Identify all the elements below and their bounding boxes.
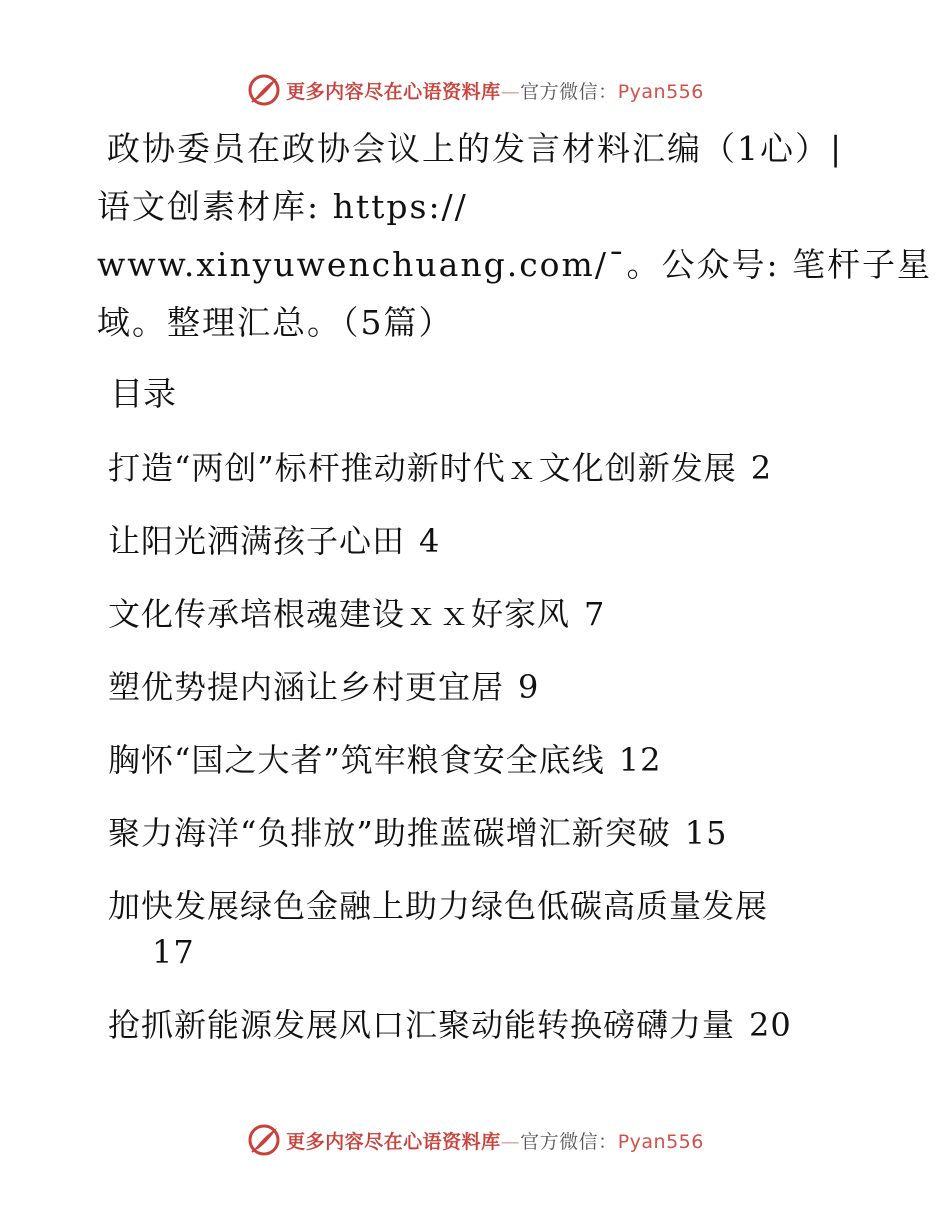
toc-entry-title: 让阳光洒满孩子心田 <box>108 522 406 560</box>
toc-entry-page: 17 <box>152 933 195 971</box>
document-title <box>97 120 933 352</box>
toc-entry-page: 9 <box>518 668 540 706</box>
toc-entry-page: 15 <box>684 814 728 852</box>
title-line-3: www.xinyuwenchuang.com/¯。公众号: 笔杆子星 <box>97 245 933 284</box>
watermark-banner-bottom <box>0 1120 950 1160</box>
toc-entry <box>108 517 888 565</box>
toc-entry <box>108 663 888 711</box>
toc-entry-title: 打造“两创”标杆推动新时代ｘ文化创新发展 <box>108 449 737 487</box>
toc-entry <box>108 1001 888 1049</box>
title-line-2: 语文创素材库: https:// <box>97 187 468 226</box>
toc-entry <box>108 590 888 638</box>
toc-entry <box>108 444 888 492</box>
quill-logo-icon <box>246 72 282 108</box>
toc-entry-title: 胸怀“国之大者”筑牢粮食安全底线 <box>108 741 605 779</box>
toc-entry <box>108 736 888 784</box>
quill-logo-icon <box>246 1122 282 1158</box>
toc-entry-page: 7 <box>584 595 606 633</box>
toc-entry-page: 20 <box>749 1006 792 1044</box>
toc-entry-page: 4 <box>419 522 441 560</box>
toc-entry <box>108 809 888 857</box>
watermark-text: 更多内容尽在心语资料库—官方微信：Pyan556 <box>286 80 704 103</box>
toc-entry-title: 文化传承培根魂建设ｘｘ好家风 <box>108 595 571 633</box>
toc-entry-title: 塑优势提内涵让乡村更宜居 <box>108 668 505 706</box>
title-line-4: 域。整理汇总。（5篇） <box>97 303 454 342</box>
watermark-banner-top <box>0 70 950 110</box>
toc-entry-title: 加快发展绿色金融上助力绿色低碳高质量发展 <box>108 887 769 925</box>
table-of-contents <box>108 444 888 1074</box>
title-line-1: 政协委员在政协会议上的发言材料汇编（1心）| <box>107 129 844 168</box>
toc-entry-page: 12 <box>618 741 662 779</box>
watermark-text: 更多内容尽在心语资料库—官方微信：Pyan556 <box>286 1130 704 1153</box>
toc-entry-page: 2 <box>750 449 773 487</box>
toc-entry <box>108 882 888 976</box>
toc-entry-title: 聚力海洋“负排放”助推蓝碳增汇新突破 <box>108 814 671 852</box>
toc-heading: 目录 <box>110 374 176 413</box>
toc-entry-title: 抢抓新能源发展风口汇聚动能转换磅礴力量 <box>108 1006 736 1044</box>
